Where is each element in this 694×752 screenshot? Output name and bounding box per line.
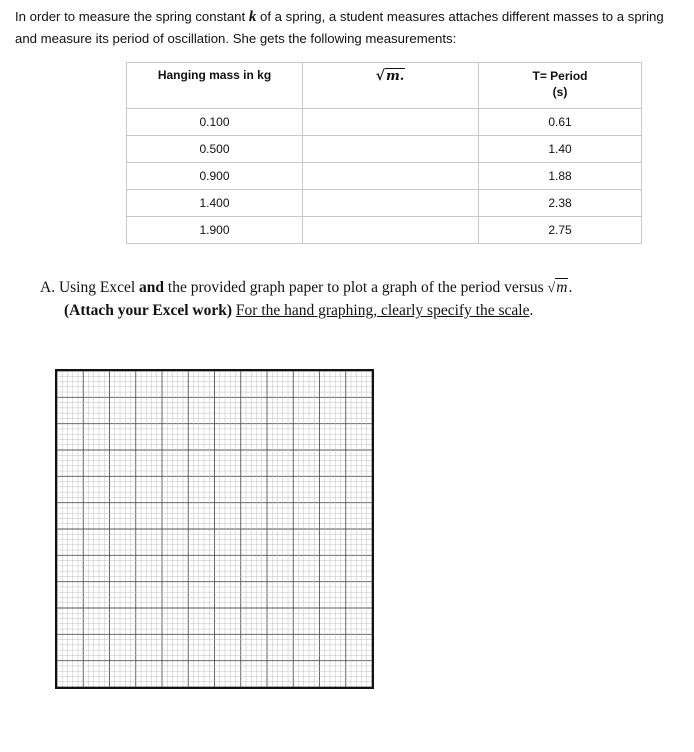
cell-mass: 0.900 — [127, 163, 303, 190]
header-period-units: (s) — [552, 85, 568, 99]
cell-mass: 1.900 — [127, 217, 303, 244]
radical-symbol: √ — [547, 281, 556, 296]
cell-mass: 0.100 — [127, 109, 303, 136]
question-period-mark: . — [568, 279, 573, 296]
cell-sqrt-m — [303, 109, 479, 136]
attach-excel-note: (Attach your Excel work) — [64, 302, 233, 319]
sqrt-m-variable: m — [556, 279, 568, 296]
scale-instruction: For the hand graphing, clearly specify the scale — [235, 302, 530, 319]
header-hanging-mass: Hanging mass in kg — [127, 63, 303, 109]
question-label: A. — [40, 279, 56, 296]
table-header-row — [127, 63, 642, 109]
question-text-2: the provided graph paper to plot a graph of the period versus — [164, 279, 548, 296]
sqrt-m-expression — [548, 277, 569, 300]
cell-sqrt-m — [303, 163, 479, 190]
cell-sqrt-m — [303, 217, 479, 244]
cell-period: 2.75 — [479, 217, 642, 244]
measurements-table — [126, 62, 642, 244]
cell-period: 1.88 — [479, 163, 642, 190]
intro-text-1: In order to measure the spring constant — [15, 9, 249, 24]
intro-paragraph — [15, 6, 685, 49]
cell-period: 1.40 — [479, 136, 642, 163]
question-and: and — [139, 279, 165, 296]
cell-sqrt-m — [303, 190, 479, 217]
instruction-end-mark: . — [529, 302, 534, 319]
header-period-line1: T= Period — [532, 69, 588, 83]
table-row — [127, 136, 642, 163]
spring-constant-symbol: k — [248, 9, 257, 25]
intro-text-2: of a spring, a student measures attaches different masses to a spring and measure its period of oscillation. She gets the following measurements: — [15, 9, 664, 46]
table-row — [127, 217, 642, 244]
sqrt-m-variable: m. — [385, 69, 405, 84]
graph-paper[interactable] — [55, 369, 374, 689]
table-row — [127, 109, 642, 136]
header-period — [479, 63, 642, 109]
cell-mass: 1.400 — [127, 190, 303, 217]
question-a — [40, 277, 680, 322]
question-instructions — [40, 300, 680, 322]
question-text-1: Using Excel — [58, 279, 140, 296]
table-row — [127, 163, 642, 190]
cell-mass: 0.500 — [127, 136, 303, 163]
cell-period: 0.61 — [479, 109, 642, 136]
sqrt-m-expression — [376, 68, 405, 84]
header-sqrt-m — [303, 63, 479, 109]
cell-period: 2.38 — [479, 190, 642, 217]
table-row — [127, 190, 642, 217]
cell-sqrt-m — [303, 136, 479, 163]
radical-symbol: √ — [375, 68, 385, 84]
